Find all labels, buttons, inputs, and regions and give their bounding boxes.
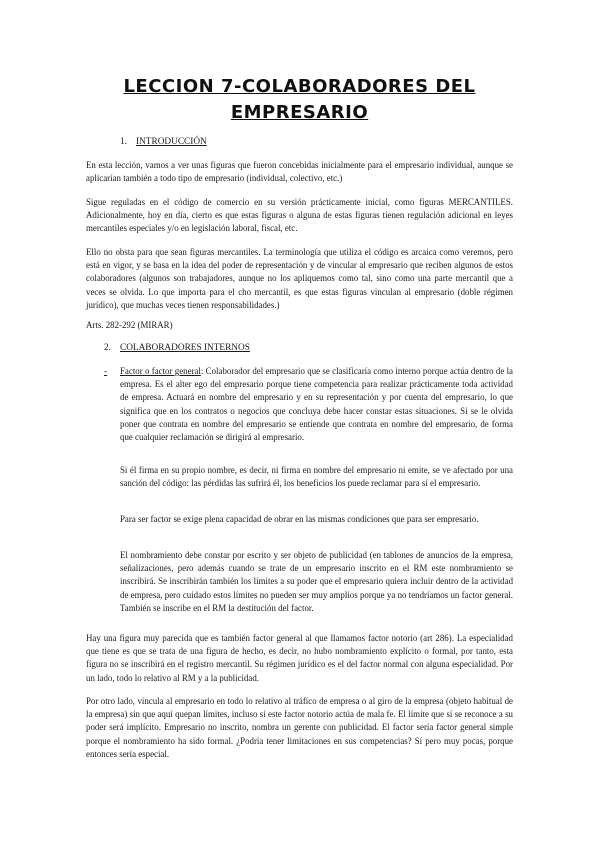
paragraph: Sigue reguladas en el código de comercio en su versión prácticamente inicial, como figuras MERCANTILES. Adicionalmente, hoy en día, cierto es que estas figuras o alguna de estas figuras tienen regulación adicional en leyes mercantiles especiales y/o en legislación laboral, fiscal, etc. — [86, 197, 513, 234]
paragraph: En esta lección, vamos a ver unas figuras que fueron concebidas inicialmente para el empresario individual, aunque se aplicarían también a todo tipo de empresario (individual, colectivo, etc.) — [86, 160, 513, 184]
paragraph: Arts. 282-292 (MIRAR) — [86, 320, 173, 330]
paragraph: El nombramiento debe constar por escrito y ser objeto de publicidad (en tablones de anuncios de la empresa, señalizaciones, pero además cuando se trate de un empresario inscrito en el RM este nombramiento se inscribirá. Se inscribirán también los límites a su poder que el empresario quiera incluir dentro de la actividad de empresa, pero cuidado estos límites no pueden ser muy amplios porque ya no tendríamos un factor general. También se inscribe en el RM la destitución del factor. — [120, 550, 513, 613]
section-heading-colaboradores-internos: COLABORADORES INTERNOS — [120, 343, 250, 353]
paragraph: Por otro lado, vincula al empresario en todo lo relativo al tráfico de empresa o al giro de la empresa (objeto habitual de la empresa) sin que aquí quepan límites, incluso si este factor notorio actúa de mala fe. El límite que sí se reconoce a su poder será implícito. Empresario no inscrito, nombra un gerente con publicidad. El factor sería factor general simple porque el nombramiento ha sido formal. ¿Podría tener limitaciones en sus competencias? Sí pero muy pocas, porque entonces sería especial. — [86, 696, 513, 759]
section-heading-introduccion: INTRODUCCIÓN — [136, 137, 207, 147]
bullet-marker: - — [104, 367, 108, 377]
document-title-line-2: EMPRESARIO — [230, 102, 369, 123]
factor-term: Factor o factor general — [120, 366, 201, 376]
paragraph: Para ser factor se exige plena capacidad de obrar en las mismas condiciones que para ser empresario. — [120, 514, 479, 524]
factor-paragraph — [120, 365, 513, 444]
paragraph: Si él firma en su propio nombre, es decir, ni firma en nombre del empresario ni emite, se ve afectado por una sanción del código: las pérdidas las sufrirá él, los beneficios los puede reclamar para sí el empresario. — [120, 465, 513, 489]
section-number: 2. — [104, 343, 111, 353]
factor-definition: : Colaborador del empresario que se clasificaría como interno porque actúa dentro de la empresa. Es el alter ego del empresario porque tiene competencia para realizar prácticamente toda actividad de empresa. Actuará en nombre del empresario y en su representación y por cuenta del empresario, lo que significa que en los contratos o negocios que concluya debe hacer constar estas situaciones. Si se le olvida poner que contrata en nombre del empresario se entiende que contrata en nombre del empresario, de forma que cualquier reclamación se dirigirá al empresario. — [120, 366, 513, 443]
paragraph: Hay una figura muy parecida que es también factor general al que llamamos factor notorio (art 286). La especialidad que tiene es que se trata de una figura de hecho, es decir, no hubo nombramiento explícito o formal, por tanto, esta figura no se inscribirá en el registro mercantil. Su régimen jurídico es el del factor normal con alguna especialidad. Por un lado, todo lo relativo al RM y a la publicidad. — [86, 633, 513, 683]
section-number: 1. — [120, 137, 127, 147]
document-title-line-1: LECCION 7-COLABORADORES DEL — [123, 76, 476, 97]
paragraph: Ello no obsta para que sean figuras mercantiles. La terminología que utiliza el código es arcaica como veremos, pero está en vigor, y se basa en la idea del poder de representación y de vincular al empresario que reciben algunos de estos colaboradores (algunos son trabajadores, aunque no los apliquemos como tal, sino como una parte mercantil que a veces se olvida. Lo que importa para el cho mercantil, es que estas figuras vinculan al empresario (doble régimen jurídico), que muchas veces tienen responsabilidades.) — [86, 247, 513, 310]
